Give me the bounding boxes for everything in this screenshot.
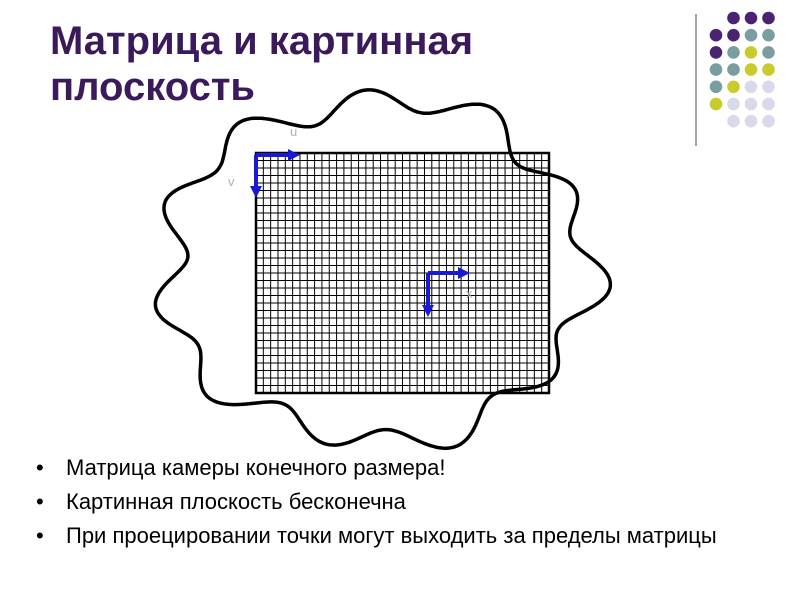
title-line-1: Матрица и картинная — [50, 19, 474, 63]
v-axis-label: v — [228, 174, 235, 189]
bullet-list — [36, 456, 776, 558]
bullet-icon: • — [36, 523, 44, 548]
plane-axes — [422, 267, 473, 317]
bullet-text: Картинная плоскость бесконечна — [66, 489, 406, 514]
title-line-2: плоскость — [50, 65, 256, 109]
u-axis-label: u — [290, 124, 298, 139]
sensor-matrix-grid — [256, 153, 549, 393]
u-axis-arrowhead-icon — [288, 149, 300, 161]
bullet-text: При проецировании точки могут выходить за пределы матрицы — [66, 523, 717, 548]
bullet-item — [36, 490, 776, 514]
bullet-text: Матрица камеры конечного размера! — [66, 455, 446, 480]
v-axis-arrowhead-icon — [250, 186, 262, 198]
bullet-item — [36, 456, 776, 480]
bullet-icon: • — [36, 489, 44, 514]
bullet-item — [36, 524, 776, 548]
bullet-icon: • — [36, 455, 44, 480]
x-axis-label: x — [466, 286, 473, 301]
